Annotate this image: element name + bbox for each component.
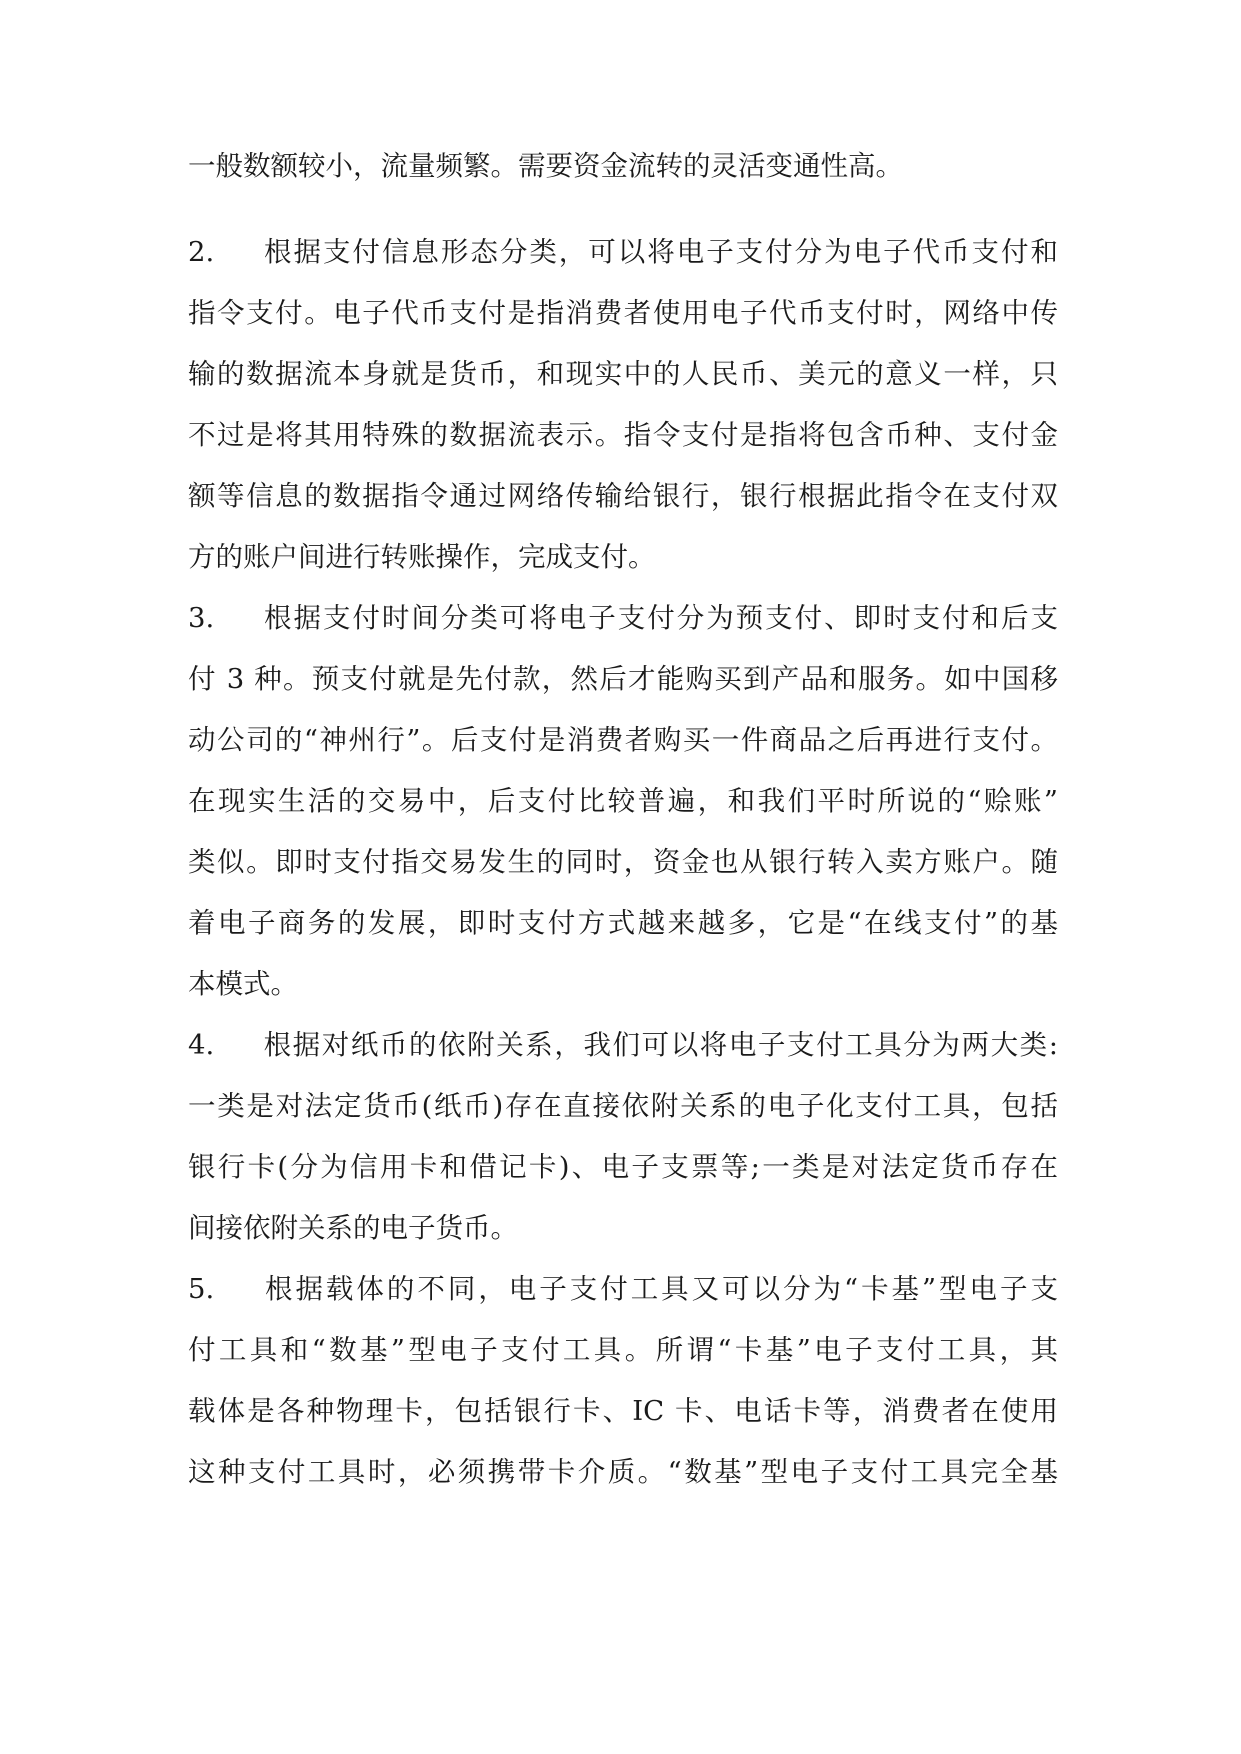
list-number: 5. [188,1273,215,1305]
text-line [188,415,1058,455]
text-line [188,1330,1058,1370]
text-line [188,659,1058,699]
text-line [188,1208,1058,1248]
line-text: 类似。即时支付指交易发生的同时，资金也从银行转入卖方账户。随 [188,846,1058,878]
text-line [188,293,1058,333]
line-text: 根据载体的不同，电子支付工具又可以分为“卡基”型电子支 [262,1273,1058,1305]
list-item-4-line-1 [188,1025,1058,1065]
text-line [188,1452,1058,1492]
text-line [188,476,1058,516]
list-item-2-line-1 [188,232,1058,272]
line-text: 本模式。 [188,968,298,1000]
text-line [188,903,1058,943]
list-number: 2. [188,236,215,268]
line-text: 间接依附关系的电子货币。 [188,1212,518,1244]
line-text: 根据对纸币的依附关系，我们可以将电子支付工具分为两大类: [262,1029,1058,1061]
line-text: 银行卡(分为信用卡和借记卡)、电子支票等;一类是对法定货币存在 [188,1151,1058,1183]
text-line [188,537,1058,577]
line-text: 根据支付时间分类可将电子支付分为预支付、即时支付和后支 [262,602,1058,634]
line-text: 方的账户间进行转账操作，完成支付。 [188,541,656,573]
text-line [188,1391,1058,1431]
text-line [188,1147,1058,1187]
text-line [188,1086,1058,1126]
list-item-5-line-1 [188,1269,1058,1309]
line-text: 不过是将其用特殊的数据流表示。指令支付是指将包含币种、支付金 [188,419,1058,451]
line-text: 一般数额较小，流量频繁。需要资金流转的灵活变通性高。 [188,150,903,182]
line-text: 输的数据流本身就是货币，和现实中的人民币、美元的意义一样，只 [188,358,1058,390]
text-line [188,354,1058,394]
line-text: 一类是对法定货币(纸币)存在直接依附关系的电子化支付工具，包括 [188,1090,1058,1122]
line-text: 额等信息的数据指令通过网络传输给银行，银行根据此指令在支付双 [188,480,1058,512]
list-item-3-line-1 [188,598,1058,638]
text-line [188,781,1058,821]
line-text: 着电子商务的发展，即时支付方式越来越多，它是“在线支付”的基 [188,907,1058,939]
line-text: 付工具和“数基”型电子支付工具。所谓“卡基”电子支付工具，其 [188,1334,1058,1366]
line-text: 动公司的“神州行”。后支付是消费者购买一件商品之后再进行支付。 [188,724,1058,756]
line-text: 指令支付。电子代币支付是指消费者使用电子代币支付时，网络中传 [188,297,1058,329]
line-text: 付 3 种。预支付就是先付款，然后才能购买到产品和服务。如中国移 [188,663,1058,695]
text-line [188,720,1058,760]
text-line [188,146,1058,186]
line-text: 在现实生活的交易中，后支付比较普遍，和我们平时所说的“赊账” [188,785,1058,817]
line-text: 根据支付信息形态分类，可以将电子支付分为电子代币支付和 [262,236,1058,268]
list-number: 4. [188,1029,215,1061]
text-line [188,842,1058,882]
text-line [188,964,1058,1004]
line-text: 载体是各种物理卡，包括银行卡、IC 卡、电话卡等，消费者在使用 [188,1395,1058,1427]
list-number: 3. [188,602,215,634]
line-text: 这种支付工具时，必须携带卡介质。“数基”型电子支付工具完全基 [188,1456,1058,1488]
